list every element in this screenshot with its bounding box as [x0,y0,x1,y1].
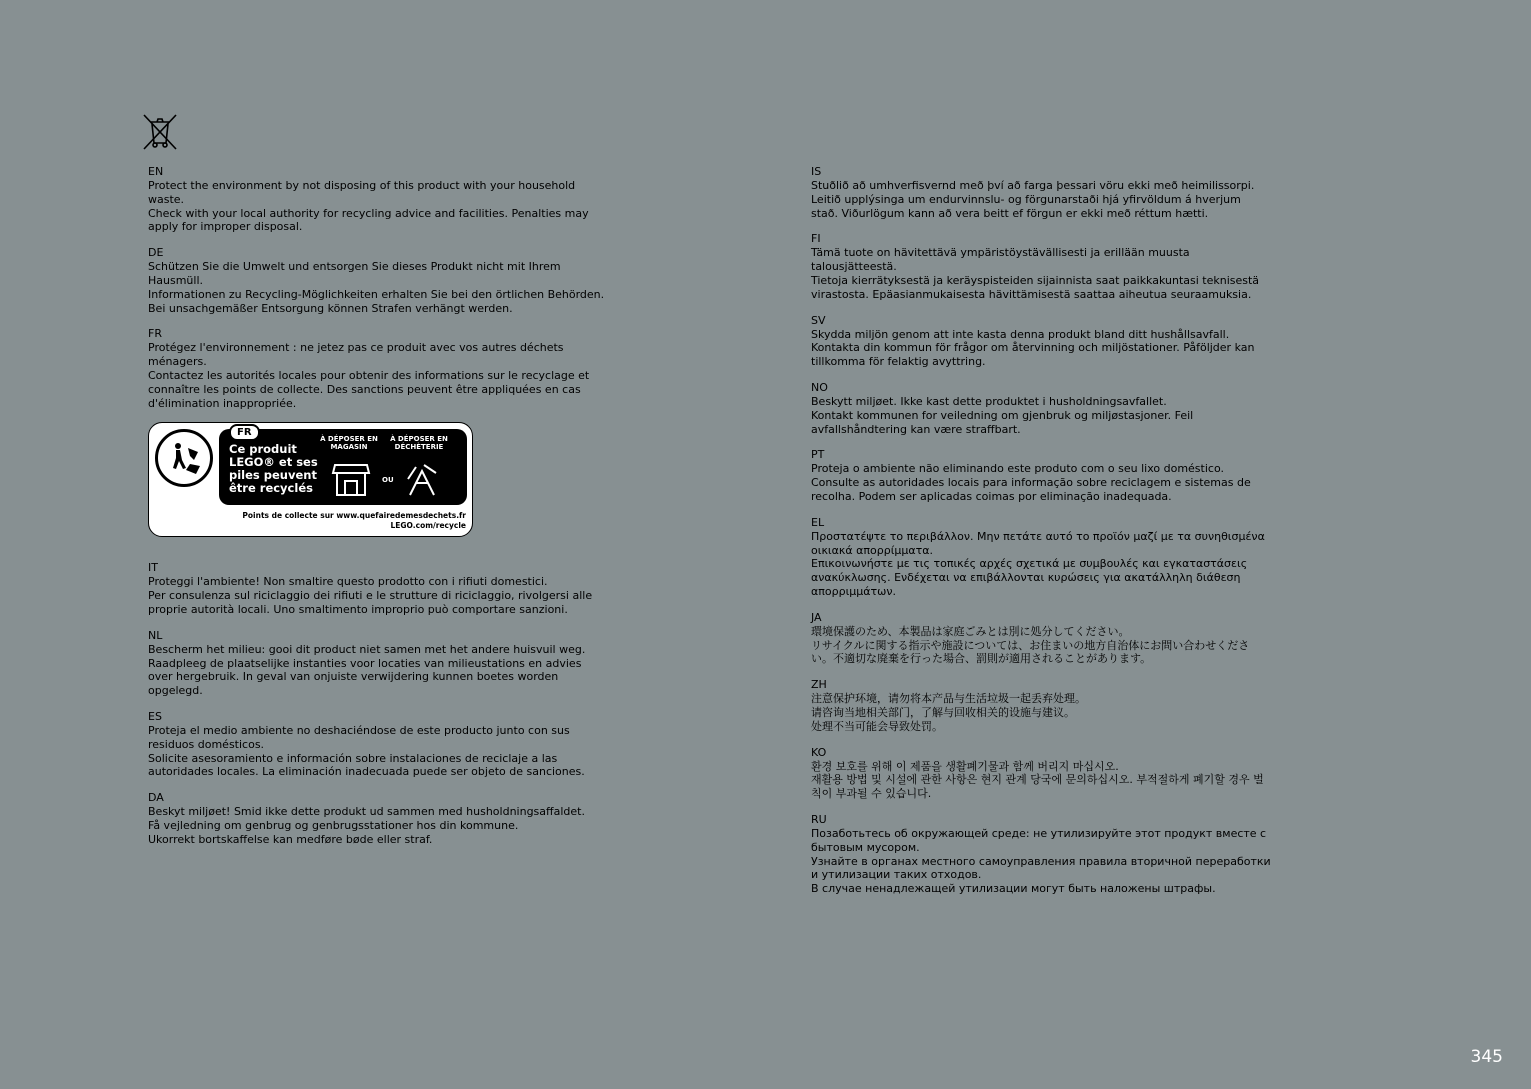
section-es [148,710,608,779]
text-line: Få vejledning om genbrug og genbrugsstationer hos din kommune. [148,818,519,832]
lang-code: KO [811,745,827,759]
right-column [811,165,1271,908]
option-store-label: À DÉPOSER EN MAGASIN [320,435,378,452]
page-number: 345 [1470,1047,1503,1067]
recycle-person-icon [155,429,213,487]
section-no [811,381,1271,436]
text-line: Προστατέψτε το περιβάλλον. Μην πετάτε αυτό το προϊόν μαζί με τα συνηθισμένα οικιακά απορρίμματα. [811,529,1265,557]
section-ko [811,746,1271,801]
lang-code: SV [811,313,826,327]
text-line: Stuðlið að umhverfisvernd með því að farga þessari vöru ekki með heimilissorpi. [811,179,1255,192]
text-line: リサイクルに関する指示や施設については、お住まいの地方自治体にお問い合わせください。不適切な廃棄を行った場合、罰則が適用されることがあります。 [811,638,1250,666]
badge-headline: Ce produit LEGO® et ses piles peuvent être recyclés [229,442,318,496]
text-line: Kontakta din kommun för frågor om återvinning och miljöstationer. Påföljder kan tillkomma för felaktig avyttring. [811,341,1255,369]
section-nl [148,629,608,698]
store-icon [331,459,371,499]
lang-code: JA [811,610,822,624]
lang-code: EN [148,165,164,178]
text-line: Proteja o ambiente não eliminando este produto com o seu lixo doméstico. [811,462,1224,476]
section-da [148,791,608,846]
lang-code: ES [148,709,162,723]
fr-tag: FR [229,424,260,441]
text-line: Kontakt kommunen for veiledning om gjenbruk og miljøstasjoner. Feil avfallshåndtering kan være straffbart. [811,408,1194,436]
section-en [148,165,608,234]
section-zh [811,678,1271,733]
section-fr [148,327,608,410]
section-de [148,246,608,315]
lang-code: DA [148,791,164,805]
text-line: Beskytt miljøet. Ikke kast dette produktet i husholdningsavfallet. [811,394,1167,408]
text-line: Επικοινωνήστε με τις τοπικές αρχές σχετικά με συμβουλές και εγκαταστάσεις ανακύκλωσης. Ενδέχεται να επιβάλλονται κυρώσεις για ακατάλληλη διάθεση απορριμμάτων. [811,557,1248,598]
text-line: Beskyt miljøet! Smid ikke dette produkt ud sammen med husholdningsaffaldet. [148,805,585,819]
section-pt [811,448,1271,503]
text-line: Tämä tuote on hävitettävä ympäristöystävällisesti ja erillään muusta talousjätteestä. [811,246,1190,274]
waste-bin-icon [402,459,442,499]
section-el [811,516,1271,599]
section-sv [811,314,1271,369]
text-line: 환경 보호를 위해 이 제품을 생활폐기물과 함께 버리지 마십시오. [811,759,1119,773]
text-line: Узнайте в органах местного самоуправления правила вторичной переработки и утилизации таких отходов. [811,854,1271,882]
text-line: Ukorrekt bortskaffelse kan medføre bøde eller straf. [148,832,433,846]
recycling-badge [148,422,473,537]
or-label: OU [382,476,394,485]
text-line: Per consulenza sul riciclaggio dei rifiuti e le strutture di riciclaggio, rivolgersi alle proprie autorità locali. Uno smaltimento improprio può comportare sanzioni. [148,589,593,616]
badge-footer-line2: LEGO.com/recycle [390,521,466,531]
text-line: 注意保护环境，请勿将本产品与生活垃圾一起丢弃处理。 [811,692,1086,706]
text-line: 请咨询当地相关部门，了解与回收相关的设施与建议。 [811,705,1075,719]
lang-code: FR [148,327,162,341]
text-line: Proteggi l'ambiente! Non smaltire questo prodotto con i rifiuti domestici. [148,575,548,589]
section-it [148,561,608,616]
lang-code: IS [811,165,822,178]
badge-footer [242,511,466,531]
text-line: Bescherm het milieu: gooi dit product niet samen met het andere huisvuil weg. [148,642,586,656]
lang-code: RU [811,812,827,826]
badge-footer-line1: Points de collecte sur www.quefairedemesdechets.fr [242,511,466,521]
text-line: Contactez les autorités locales pour obtenir des informations sur le recyclage et connaître les points de collecte. Des sanctions peuvent être appliquées en cas d'élimination inappropriée. [148,368,590,410]
lang-code: ZH [811,678,827,692]
lang-code: NL [148,628,163,642]
text-line: Informationen zu Recycling-Möglichkeiten erhalten Sie bei den örtlichen Behörden. Bei unsachgemäßer Entsorgung können Strafen verhängt werden. [148,287,605,315]
text-line: Tietoja kierrätyksestä ja keräyspisteiden sijainnista saat paikkakuntasi teknisestä virastosta. Epäasianmukaisesta hävittämisestä saattaa aiheutua seuraamuksia. [811,273,1260,301]
text-line: Leitið upplýsinga um endurvinnslu- og förgunarstaði hjá yfirvöldum á hverjum stað. Viðurlögum kann að vera beitt ef förgun er ekki með réttum hætti. [811,192,1241,220]
text-line: Solicite asesoramiento e información sobre instalaciones de reciclaje a las autoridades locales. La eliminación inadecuada puede ser objeto de sanciones. [148,751,585,779]
lang-code: PT [811,448,825,462]
text-line: Skydda miljön genom att inte kasta denna produkt bland ditt hushållsavfall. [811,327,1230,341]
text-line: Check with your local authority for recycling advice and facilities. Penalties may apply for improper disposal. [148,206,589,234]
text-line: В случае ненадлежащей утилизации могут быть наложены штрафы. [811,882,1216,896]
text-line: Позаботьтесь об окружающей среде: не утилизируйте этот продукт вместе с бытовым мусором. [811,826,1267,854]
section-ru [811,813,1271,896]
lang-code: NO [811,380,828,394]
section-ja [811,611,1271,666]
section-fi [811,232,1271,301]
text-line: Schützen Sie die Umwelt und entsorgen Sie dieses Produkt nicht mit Ihrem Hausmüll. [148,260,561,287]
text-line: Raadpleeg de plaatselijke instanties voor locaties van milieustations en advies over hergebruik. In geval van onjuiste verwijdering kunnen boetes worden opgelegd. [148,656,582,698]
text-line: Proteja el medio ambiente no deshaciéndose de este producto junto con sus residuos domésticos. [148,723,570,751]
text-line: 处理不当可能会导致处罚。 [811,719,943,733]
crossed-out-bin-icon [141,112,179,152]
text-line: Protégez l'environnement : ne jetez pas ce produit avec vos autres déchets ménagers. [148,341,564,369]
lang-code: EL [811,515,825,529]
option-dump-label: À DÉPOSER EN DÉCHÈTERIE [390,435,448,452]
section-is [811,165,1271,220]
text-line: Consulte as autoridades locais para informação sobre reciclagem e sistemas de recolha. Podem ser aplicadas coimas por eliminação inadequada. [811,476,1251,503]
lang-code: DE [148,246,164,260]
left-column [148,165,608,859]
text-line: 環境保護のため、本製品は家庭ごみとは別に処分してください。 [811,624,1130,638]
lang-code: IT [148,561,158,575]
text-line: 재활용 방법 및 시설에 관한 사항은 현지 관계 당국에 문의하십시오. 부적절하게 폐기할 경우 벌칙이 부과될 수 있습니다. [811,773,1264,801]
lang-code: FI [811,232,821,246]
badge-dark-panel [219,429,467,505]
text-line: Protect the environment by not disposing of this product with your household waste. [148,179,576,206]
